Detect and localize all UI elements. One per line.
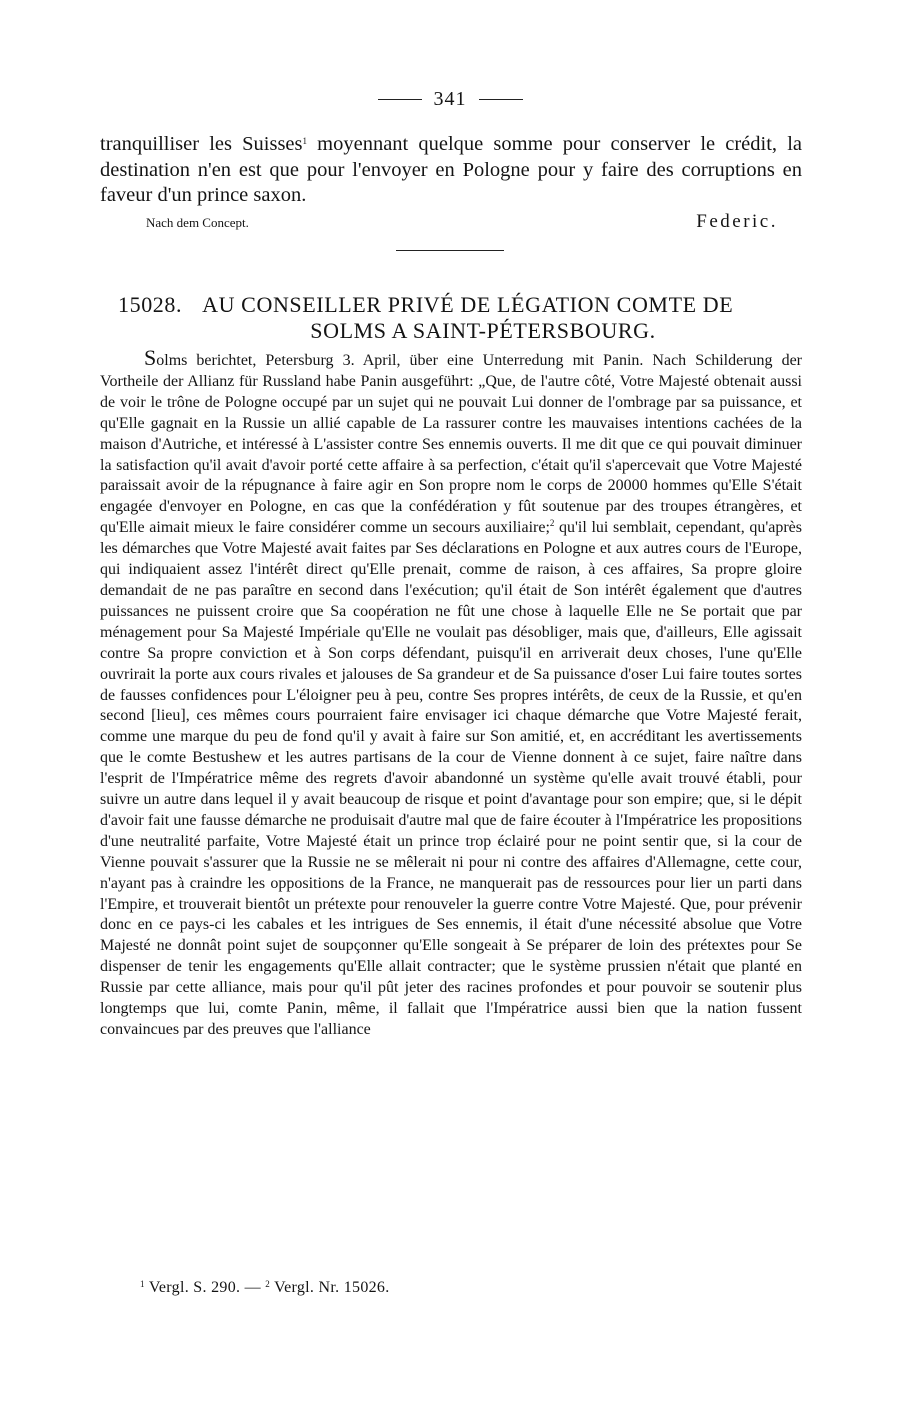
page-header	[0, 88, 900, 111]
page-number: 341	[433, 88, 467, 110]
header-dash-right	[479, 99, 523, 100]
lead-text-end: moyennant quelque somme pour conserver le crédit, la destination n'en est que pour l'envoyer en Pologne pour y faire des corruptions en faveur d'un prince saxon.	[100, 133, 802, 206]
footnotes	[140, 1279, 390, 1297]
body-paragraph	[100, 345, 802, 1041]
footnote-ref-2: 2	[549, 518, 555, 529]
continued-letter-text	[100, 132, 802, 209]
footnote-1-text: Vergl. S. 290.	[148, 1279, 241, 1296]
footnote-separator: —	[244, 1279, 261, 1296]
footnote-1-mark: 1	[140, 1279, 145, 1289]
footnote-ref-1: 1	[302, 136, 307, 146]
letter-closing	[146, 211, 778, 233]
lead-paragraph	[100, 132, 802, 209]
initial-letter: S	[144, 345, 157, 370]
title-line-2: SOLMS A SAINT-PÉTERSBOURG.	[310, 318, 656, 343]
document-number: 15028.	[118, 292, 183, 317]
section-divider	[396, 250, 504, 251]
source-note: Nach dem Concept.	[146, 215, 249, 230]
document-title	[118, 292, 798, 344]
body-text-part-1: olms berichtet, Petersburg 3. April, über eine Unterredung mit Panin. Nach Schilderung der Vortheile der Allianz für Russland habe Panin ausgeführt: „Que, de l'autre côté, Votre Majesté obtenait aussi de voir le trône de Pologne occupé par un sujet qui ne pouvait Lui donner de l'ombrage par sa puissance, et qu'Elle gagnait en la Russie un allié capable de La rassurer contre les mauvaises intentions cachées de la maison d'Autriche, et intéressé à L'assister contre Ses ennemis ouverts. Il me dit que ce qui pouvait diminuer la satisfaction qu'il avait d'avoir porté cette affaire à sa perfection, c'était qu'il s'apercevait que Votre Majesté paraissait avoir de la répugnance à faire agir en Son propre nom le corps de 20000 hommes qu'Elle S'était engagée d'envoyer en Pologne, en cas que la confédération y fût soutenue par des troupes étrangères, et qu'Elle aimait mieux le faire considérer comme un secours auxiliaire;	[100, 352, 802, 537]
signature: Federic.	[696, 211, 778, 232]
body-text-part-2: qu'il lui semblait, cependant, qu'après les démarches que Votre Majesté avait faites par Ses déclarations en Pologne et aux autres cours de l'Europe, qui indiquaient assez l'intérêt direct qu'Elle prenait, comme de raison, à ces affaires, Sa propre gloire demandait de ne pas paraître en second dans l'exécution; qu'il était de Son intérêt également que d'autres puissances ne puissent croire que Sa coopération ne fût une chose à laquelle Elle ne Se portait que par ménagement pour Sa Majesté Impériale qu'Elle ne voulait pas désobliger, mais que, d'ailleurs, Elle agissait contre Sa propre conviction et à Son corps défendant, puisqu'il en arriverait deux choses, l'une qu'Elle ouvrirait la porte aux cours rivales et jalouses de Sa grandeur et de Sa puissance d'oser Lui faire toutes sortes de fausses confidences pour L'éloigner peu à peu, contre Ses propres intérêts, de ceux de la Russie, et qu'en second [lieu], ces mêmes cours pourraient faire envisager ici chaque démarche que Votre Majesté ferait, comme une marque du peu de fond qu'il y avait à faire sur Son amitié, et, en accréditant les avertissements que le comte Bestushew et les autres partisans de la cour de Vienne donnent à ce sujet, faire naître dans l'esprit de l'Impératrice même des regrets d'avoir abandonné un système qu'elle avait trouvé établi, pour suivre un autre dans lequel il y avait beaucoup de risque et point d'avantage pour son empire; que, si le dépit d'avoir fait une fausse démarche ne produisait d'autre mal que de faire écouter à l'Impératrice les propositions d'une neutralité parfaite, Votre Majesté était un prince trop éclairé pour ne point sentir que, si la cour de Vienne pouvait s'assurer que la Russie ne se mêlerait ni pour ni contre des affaires d'Allemagne, cette cour, n'ayant pas à craindre les oppositions de la France, ne manquerait pas de ressources pour lier un parti dans l'Empire, et trouverait bientôt un prétexte pour renouveler la guerre contre Votre Majesté. Que, pour prévenir donc en ce pays-ci les cabales et les intrigues de Ses ennemis, il était d'une nécessité absolue que Votre Majesté ne donnât point sujet de soupçonner qu'Elle songeait à Se préparer de loin des prétextes pour Se dispenser de tenir les engagements qu'Elle allait contracter; que le système prussien n'était que planté en Russie par cette alliance, mais pour qu'il pût jeter des racines profondes et pour pouvoir se soutenir plus longtemps que lui, comte Panin, même, il fallait que l'Impératrice aussi bien que la nation fussent convaincues par des preuves que l'alliance	[100, 519, 802, 1038]
lead-text-start: tranquilliser les Suisses	[100, 133, 303, 155]
title-line-1	[118, 292, 798, 318]
document-body	[100, 345, 802, 1041]
title-text-1: AU CONSEILLER PRIVÉ DE LÉGATION COMTE DE	[202, 292, 734, 317]
footnote-2-mark: 2	[265, 1279, 271, 1289]
footnote-2-text: Vergl. Nr. 15026.	[274, 1279, 390, 1296]
header-dash-left	[378, 99, 422, 100]
